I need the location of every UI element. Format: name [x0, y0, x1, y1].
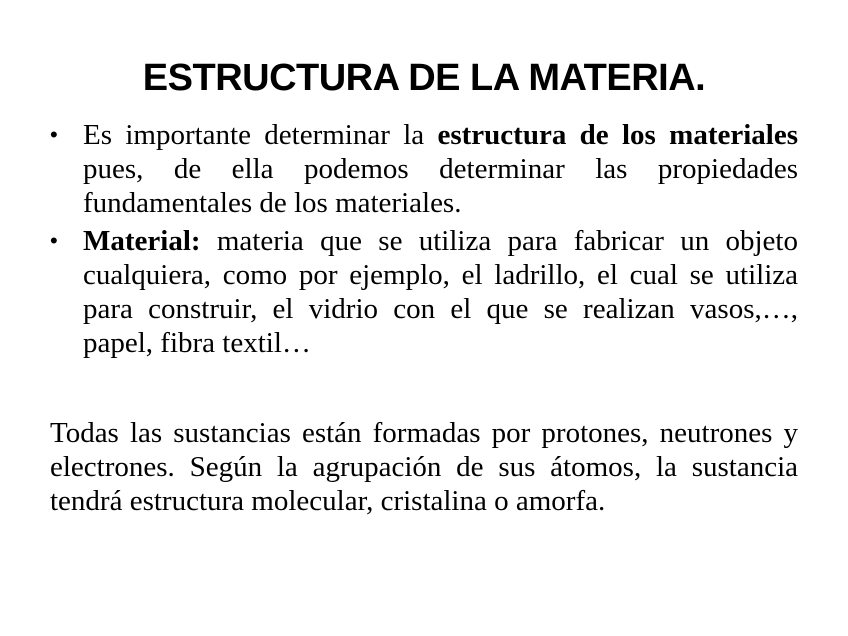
bullet-text: Es importante determinar la: [83, 119, 438, 151]
slide-title: ESTRUCTURA DE LA MATERIA.: [142, 57, 706, 99]
bullet-bold-text: estructura de los materiales: [437, 119, 798, 151]
bullet-dot-icon: •: [50, 228, 58, 253]
bullet-dot-icon: •: [50, 122, 58, 147]
bullet-text: materia que se utiliza para fabricar un objeto cualquiera, como por ejemplo, el ladrillo, el cual se utiliza para construir, el vidrio con el que se realizan vasos,…, papel, fibra textil…: [83, 225, 798, 359]
bullet-item-material: [50, 224, 798, 360]
bullet-item-estructura: [50, 118, 798, 220]
bullet-list: [50, 118, 798, 364]
bullet-bold-text: Material:: [83, 225, 201, 257]
bullet-text: pues, de ella podemos determinar las propiedades fundamentales de los materiales.: [83, 153, 798, 219]
body-paragraph: Todas las sustancias están formadas por protones, neutrones y electrones. Según la agrupación de sus átomos, la sustancia tendrá estructura molecular, cristalina o amorfa.: [50, 417, 798, 517]
